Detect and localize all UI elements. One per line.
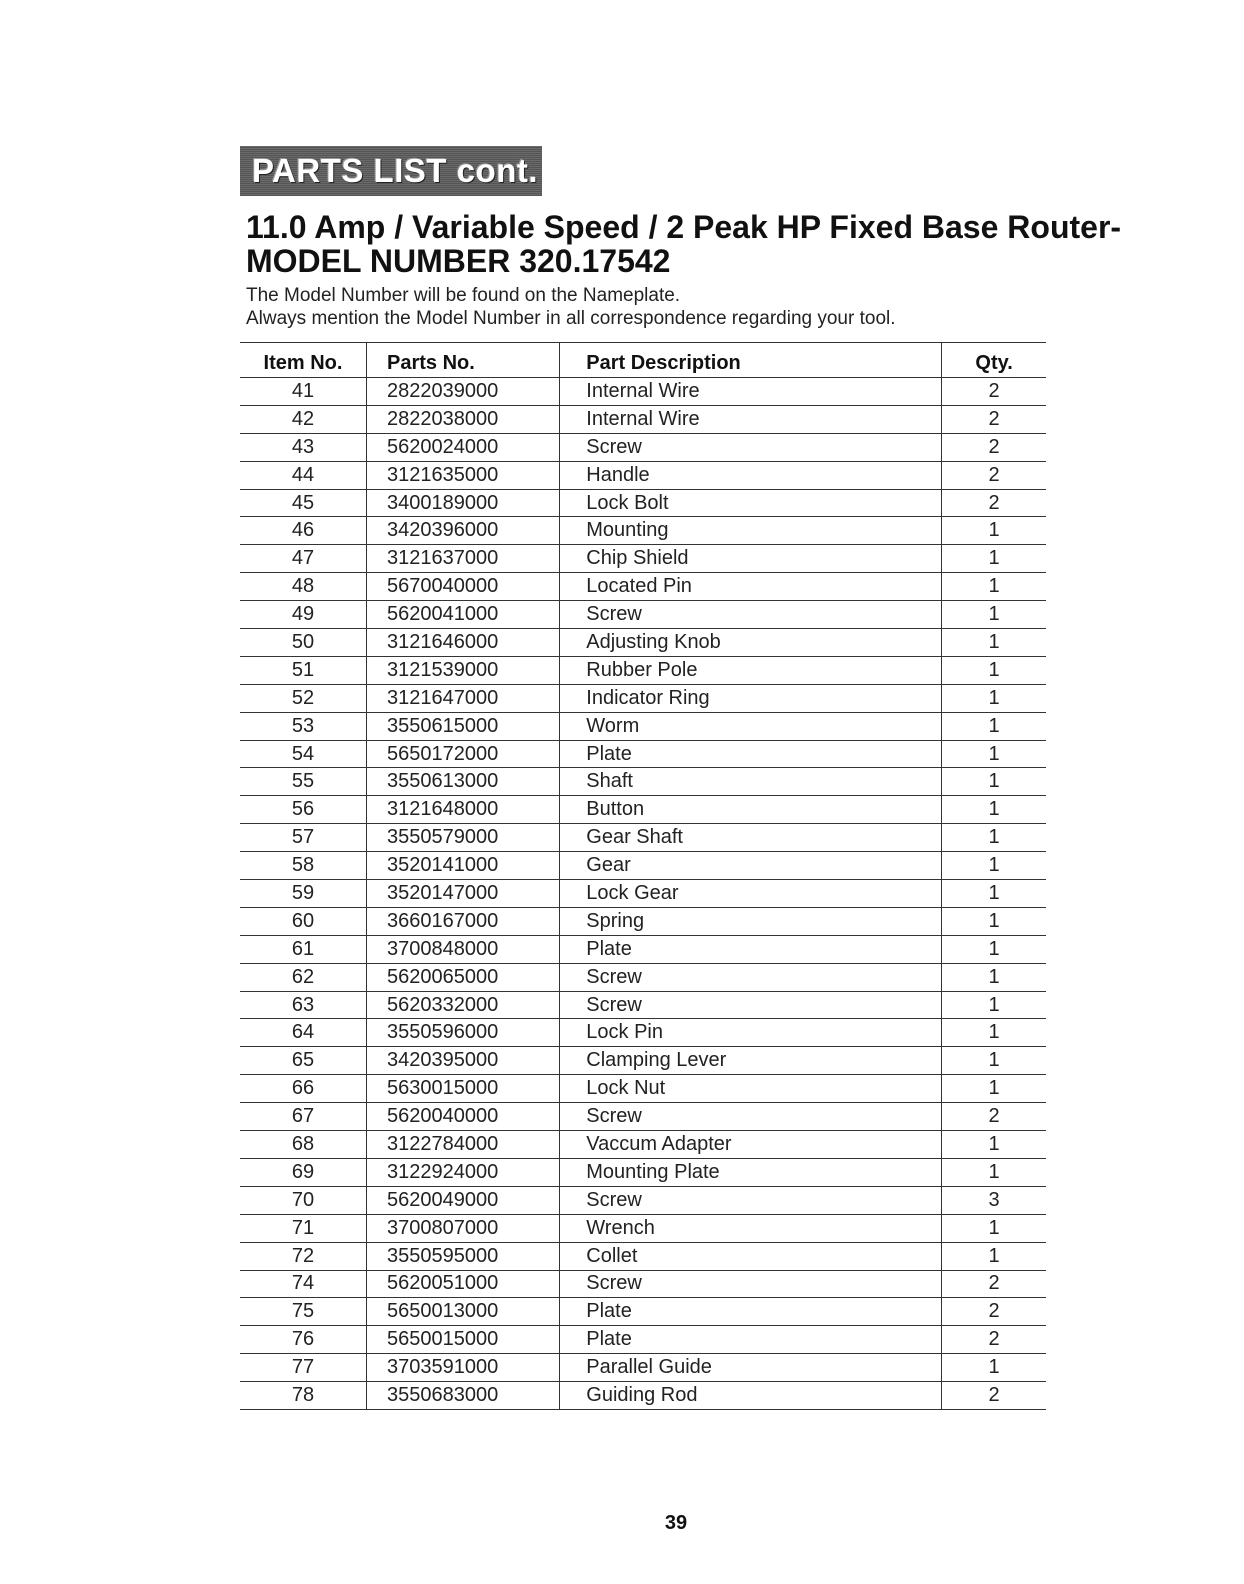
table-row: [240, 712, 1046, 740]
cell-parts-no: 3420396000: [367, 517, 560, 545]
cell-part-description: Screw: [560, 1186, 942, 1214]
cell-item-no: 67: [240, 1103, 367, 1131]
cell-parts-no: 3420395000: [367, 1047, 560, 1075]
cell-qty: 2: [942, 1298, 1046, 1326]
table-row: [240, 1298, 1046, 1326]
cell-parts-no: 3121637000: [367, 545, 560, 573]
cell-item-no: 44: [240, 461, 367, 489]
cell-qty: 2: [942, 1382, 1046, 1410]
cell-parts-no: 2822038000: [367, 405, 560, 433]
table-row: [240, 991, 1046, 1019]
cell-part-description: Mounting Plate: [560, 1158, 942, 1186]
cell-parts-no: 3550683000: [367, 1382, 560, 1410]
cell-part-description: Handle: [560, 461, 942, 489]
cell-parts-no: 5670040000: [367, 573, 560, 601]
cell-part-description: Screw: [560, 963, 942, 991]
table-row: [240, 1382, 1046, 1410]
table-row: [240, 1214, 1046, 1242]
cell-qty: 1: [942, 880, 1046, 908]
cell-part-description: Lock Gear: [560, 880, 942, 908]
table-row: [240, 1131, 1046, 1159]
intro-text: [246, 284, 896, 330]
cell-item-no: 55: [240, 768, 367, 796]
table-row: [240, 461, 1046, 489]
cell-part-description: Indicator Ring: [560, 684, 942, 712]
table-row: [240, 796, 1046, 824]
title-line-2: MODEL NUMBER 320.17542: [246, 243, 671, 279]
intro-line-2: Always mention the Model Number in all correspondence regarding your tool.: [246, 308, 896, 329]
cell-parts-no: 3121646000: [367, 629, 560, 657]
cell-part-description: Spring: [560, 907, 942, 935]
table-row: [240, 405, 1046, 433]
cell-parts-no: 3550615000: [367, 712, 560, 740]
cell-part-description: Worm: [560, 712, 942, 740]
cell-item-no: 43: [240, 433, 367, 461]
cell-parts-no: 3550579000: [367, 824, 560, 852]
cell-part-description: Screw: [560, 1270, 942, 1298]
table-row: [240, 768, 1046, 796]
cell-qty: 1: [942, 684, 1046, 712]
cell-item-no: 45: [240, 489, 367, 517]
cell-item-no: 70: [240, 1186, 367, 1214]
cell-qty: 1: [942, 545, 1046, 573]
cell-parts-no: 5620065000: [367, 963, 560, 991]
cell-parts-no: 3550596000: [367, 1019, 560, 1047]
cell-part-description: Internal Wire: [560, 378, 942, 406]
cell-parts-no: 3703591000: [367, 1354, 560, 1382]
cell-qty: 1: [942, 824, 1046, 852]
table-row: [240, 1326, 1046, 1354]
table-row: [240, 517, 1046, 545]
table-row: [240, 1075, 1046, 1103]
cell-part-description: Collet: [560, 1242, 942, 1270]
table-row: [240, 433, 1046, 461]
cell-item-no: 52: [240, 684, 367, 712]
cell-qty: 1: [942, 1242, 1046, 1270]
cell-qty: 1: [942, 852, 1046, 880]
cell-parts-no: 5620041000: [367, 601, 560, 629]
cell-qty: 1: [942, 1131, 1046, 1159]
cell-parts-no: 3121635000: [367, 461, 560, 489]
cell-part-description: Internal Wire: [560, 405, 942, 433]
cell-parts-no: 3122924000: [367, 1158, 560, 1186]
cell-part-description: Chip Shield: [560, 545, 942, 573]
cell-part-description: Mounting: [560, 517, 942, 545]
cell-item-no: 74: [240, 1270, 367, 1298]
table-row: [240, 907, 1046, 935]
cell-part-description: Gear Shaft: [560, 824, 942, 852]
cell-item-no: 47: [240, 545, 367, 573]
table-row: [240, 1047, 1046, 1075]
cell-qty: 1: [942, 517, 1046, 545]
cell-qty: 1: [942, 601, 1046, 629]
cell-parts-no: 5650015000: [367, 1326, 560, 1354]
cell-parts-no: 3700807000: [367, 1214, 560, 1242]
cell-item-no: 51: [240, 656, 367, 684]
table-row: [240, 1103, 1046, 1131]
header-qty: Qty.: [942, 343, 1046, 378]
page-title: [246, 210, 1121, 278]
cell-parts-no: 5620040000: [367, 1103, 560, 1131]
cell-part-description: Screw: [560, 1103, 942, 1131]
cell-qty: 3: [942, 1186, 1046, 1214]
table-row: [240, 852, 1046, 880]
cell-parts-no: 3122784000: [367, 1131, 560, 1159]
cell-qty: 2: [942, 1326, 1046, 1354]
cell-item-no: 77: [240, 1354, 367, 1382]
cell-item-no: 65: [240, 1047, 367, 1075]
page-number: 39: [664, 1512, 688, 1534]
cell-qty: 1: [942, 1075, 1046, 1103]
cell-item-no: 59: [240, 880, 367, 908]
table-row: [240, 601, 1046, 629]
table-row: [240, 573, 1046, 601]
cell-part-description: Gear: [560, 852, 942, 880]
cell-qty: 1: [942, 991, 1046, 1019]
cell-item-no: 75: [240, 1298, 367, 1326]
cell-qty: 1: [942, 1019, 1046, 1047]
section-banner: PARTS LIST cont.: [240, 146, 542, 196]
cell-qty: 2: [942, 433, 1046, 461]
cell-parts-no: 3660167000: [367, 907, 560, 935]
cell-qty: 2: [942, 1103, 1046, 1131]
table-row: [240, 1270, 1046, 1298]
cell-item-no: 71: [240, 1214, 367, 1242]
cell-item-no: 46: [240, 517, 367, 545]
cell-part-description: Shaft: [560, 768, 942, 796]
header-parts-no: Parts No.: [367, 343, 560, 378]
cell-qty: 1: [942, 935, 1046, 963]
cell-item-no: 60: [240, 907, 367, 935]
cell-parts-no: 5650013000: [367, 1298, 560, 1326]
cell-part-description: Lock Nut: [560, 1075, 942, 1103]
cell-qty: 2: [942, 378, 1046, 406]
header-part-description: Part Description: [560, 343, 942, 378]
cell-part-description: Plate: [560, 1326, 942, 1354]
cell-part-description: Plate: [560, 935, 942, 963]
table-row: [240, 880, 1046, 908]
cell-qty: 1: [942, 1354, 1046, 1382]
cell-part-description: Parallel Guide: [560, 1354, 942, 1382]
cell-item-no: 69: [240, 1158, 367, 1186]
cell-item-no: 66: [240, 1075, 367, 1103]
cell-qty: 1: [942, 573, 1046, 601]
cell-part-description: Lock Pin: [560, 1019, 942, 1047]
cell-part-description: Located Pin: [560, 573, 942, 601]
cell-part-description: Plate: [560, 740, 942, 768]
cell-qty: 2: [942, 1270, 1046, 1298]
cell-item-no: 62: [240, 963, 367, 991]
cell-qty: 1: [942, 740, 1046, 768]
cell-parts-no: 5620049000: [367, 1186, 560, 1214]
cell-qty: 1: [942, 656, 1046, 684]
cell-part-description: Wrench: [560, 1214, 942, 1242]
cell-part-description: Guiding Rod: [560, 1382, 942, 1410]
cell-item-no: 78: [240, 1382, 367, 1410]
cell-item-no: 56: [240, 796, 367, 824]
table-row: [240, 935, 1046, 963]
cell-part-description: Vaccum Adapter: [560, 1131, 942, 1159]
cell-qty: 1: [942, 1214, 1046, 1242]
table-row: [240, 629, 1046, 657]
cell-qty: 2: [942, 489, 1046, 517]
cell-item-no: 53: [240, 712, 367, 740]
cell-part-description: Plate: [560, 1298, 942, 1326]
cell-part-description: Adjusting Knob: [560, 629, 942, 657]
table-row: [240, 740, 1046, 768]
table-row: [240, 1158, 1046, 1186]
table-row: [240, 1186, 1046, 1214]
intro-line-1: The Model Number will be found on the Nameplate.: [246, 285, 681, 306]
cell-item-no: 49: [240, 601, 367, 629]
cell-item-no: 72: [240, 1242, 367, 1270]
cell-qty: 1: [942, 796, 1046, 824]
cell-part-description: Rubber Pole: [560, 656, 942, 684]
cell-qty: 1: [942, 712, 1046, 740]
cell-part-description: Screw: [560, 433, 942, 461]
cell-parts-no: 3121647000: [367, 684, 560, 712]
cell-item-no: 50: [240, 629, 367, 657]
cell-part-description: Clamping Lever: [560, 1047, 942, 1075]
cell-qty: 1: [942, 1158, 1046, 1186]
cell-parts-no: 2822039000: [367, 378, 560, 406]
table-row: [240, 378, 1046, 406]
cell-qty: 1: [942, 1047, 1046, 1075]
cell-qty: 1: [942, 629, 1046, 657]
table-row: [240, 489, 1046, 517]
cell-parts-no: 3121648000: [367, 796, 560, 824]
cell-item-no: 48: [240, 573, 367, 601]
cell-part-description: Button: [560, 796, 942, 824]
cell-item-no: 54: [240, 740, 367, 768]
cell-parts-no: 3520147000: [367, 880, 560, 908]
table-row: [240, 824, 1046, 852]
cell-item-no: 57: [240, 824, 367, 852]
cell-parts-no: 5650172000: [367, 740, 560, 768]
cell-parts-no: 3400189000: [367, 489, 560, 517]
cell-item-no: 76: [240, 1326, 367, 1354]
cell-qty: 1: [942, 768, 1046, 796]
cell-parts-no: 5620332000: [367, 991, 560, 1019]
cell-parts-no: 5620051000: [367, 1270, 560, 1298]
cell-item-no: 63: [240, 991, 367, 1019]
cell-parts-no: 3550613000: [367, 768, 560, 796]
cell-parts-no: 3700848000: [367, 935, 560, 963]
header-item-no: Item No.: [240, 343, 367, 378]
table-row: [240, 684, 1046, 712]
cell-part-description: Screw: [560, 991, 942, 1019]
cell-item-no: 58: [240, 852, 367, 880]
table-header-row: [240, 343, 1046, 378]
cell-part-description: Screw: [560, 601, 942, 629]
parts-table: [240, 342, 1046, 1410]
cell-part-description: Lock Bolt: [560, 489, 942, 517]
cell-qty: 1: [942, 963, 1046, 991]
cell-item-no: 64: [240, 1019, 367, 1047]
cell-parts-no: 3520141000: [367, 852, 560, 880]
cell-parts-no: 3121539000: [367, 656, 560, 684]
cell-parts-no: 3550595000: [367, 1242, 560, 1270]
table-row: [240, 1354, 1046, 1382]
cell-qty: 2: [942, 405, 1046, 433]
table-row: [240, 1242, 1046, 1270]
cell-item-no: 42: [240, 405, 367, 433]
cell-item-no: 41: [240, 378, 367, 406]
cell-qty: 1: [942, 907, 1046, 935]
table-row: [240, 1019, 1046, 1047]
cell-parts-no: 5620024000: [367, 433, 560, 461]
cell-parts-no: 5630015000: [367, 1075, 560, 1103]
cell-item-no: 68: [240, 1131, 367, 1159]
table-row: [240, 545, 1046, 573]
table-row: [240, 656, 1046, 684]
cell-qty: 2: [942, 461, 1046, 489]
table-row: [240, 963, 1046, 991]
cell-item-no: 61: [240, 935, 367, 963]
title-line-1: 11.0 Amp / Variable Speed / 2 Peak HP Fixed Base Router-: [246, 209, 1122, 245]
